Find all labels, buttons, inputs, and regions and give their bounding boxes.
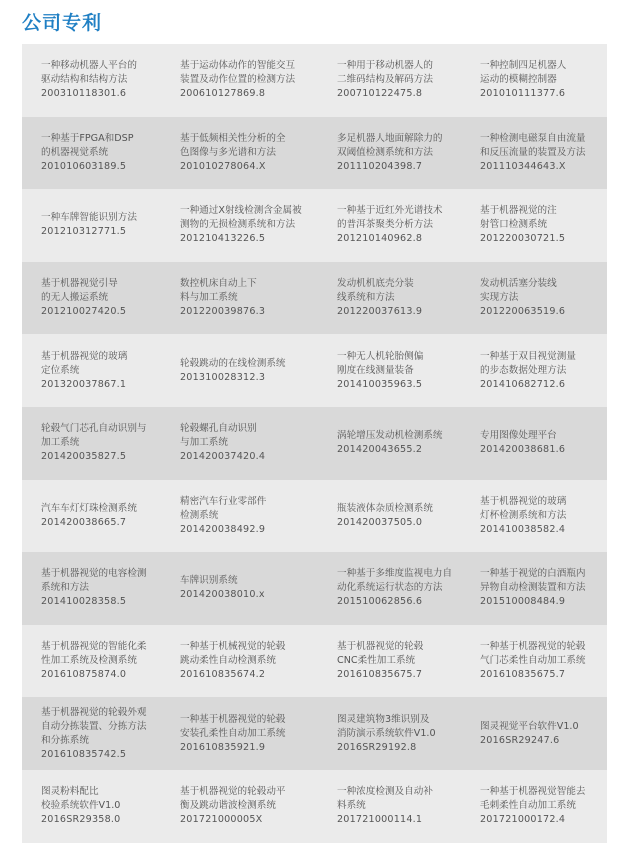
patent-name: 轮毂跳动的在线检测系统: [180, 357, 286, 369]
patent-name: 车牌识别系统: [180, 575, 238, 587]
patent-number: 201610835742.5: [41, 748, 127, 760]
patent-entry: [318, 132, 461, 174]
patent-name: 一种基于近红外光谱技术 的普洱茶聚类分析方法: [337, 205, 443, 231]
patent-entry: [22, 640, 161, 682]
patent-entry: [161, 422, 318, 464]
patent-number: 201510008484.9: [480, 596, 566, 608]
patent-name: 基于低频相关性分析的全 色图像与多光谱和方法: [180, 132, 286, 158]
patent-entry: [461, 495, 607, 537]
patent-entry: [318, 567, 461, 609]
patent-name: 一种基于机器视觉智能去 毛刺柔性自动加工系统: [480, 786, 586, 812]
patent-row: [22, 480, 607, 553]
patent-name: 一种基于视觉的白酒瓶内 异物自动检测装置和方法: [480, 568, 586, 594]
patent-grid: [22, 44, 607, 843]
patent-number: 200710122475.8: [337, 88, 423, 100]
patent-entry: [461, 429, 607, 457]
patent-name: 基于机器视觉的轮毂外观 自动分拣装置、分拣方法 和分拣系统: [41, 706, 147, 746]
patent-number: 201721000005X: [180, 814, 263, 826]
patent-number: 201320037867.1: [41, 378, 127, 390]
patent-entry: [461, 567, 607, 609]
patent-name: 精密汽车行业零部件 检测系统: [180, 495, 267, 521]
patent-number: 2016SR29358.0: [41, 814, 121, 826]
patent-name: 数控机床自动上下 料与加工系统: [180, 278, 257, 304]
patent-name: 多足机器人地面解除力的 双阈值检测系统和方法: [337, 132, 443, 158]
patent-entry: [461, 640, 607, 682]
patent-name: 瓶装液体杂质检测系统: [337, 502, 433, 514]
patent-number: 201420038010.x: [180, 589, 265, 601]
patent-row: [22, 625, 607, 698]
patent-number: 201210140962.8: [337, 233, 423, 245]
patent-name: 一种通过X射线检测含金属被 测物的无损检测系统和方法: [180, 205, 302, 231]
patent-number: 2016SR29247.6: [480, 734, 560, 746]
patent-name: 基于运动体动作的智能交互 装置及动作位置的检测方法: [180, 60, 296, 86]
patent-entry: [22, 785, 161, 827]
patent-name: 基于机器视觉的玻璃 定位系统: [41, 350, 128, 376]
patent-number: 201210312771.5: [41, 226, 127, 238]
patent-number: 201010111377.6: [480, 88, 566, 100]
patent-entry: [161, 277, 318, 319]
patent-number: 201610835675.7: [480, 669, 566, 681]
patent-row: [22, 189, 607, 262]
patent-entry: [22, 350, 161, 392]
patent-name: 发动机活塞分装线 实现方法: [480, 278, 557, 304]
patent-entry: [461, 204, 607, 246]
patent-name: 基于机器视觉的轮毂动平 衡及跳动谐波检测系统: [180, 786, 286, 812]
patent-entry: [318, 350, 461, 392]
page-title: 公司专利: [22, 12, 103, 34]
patent-name: 基于机器视觉的玻璃 灯杯检测系统和方法: [480, 495, 567, 521]
patent-entry: [461, 132, 607, 174]
patent-name: 图灵粉料配比 校验系统软件V1.0: [41, 786, 121, 812]
patent-name: 轮毂气门芯孔自动识别与 加工系统: [41, 423, 147, 449]
patent-name: 基于机器视觉的电容检测 系统和方法: [41, 568, 147, 594]
patent-number: 201210027420.5: [41, 306, 127, 318]
patent-entry: [161, 713, 318, 755]
patent-entry: [461, 720, 607, 748]
patent-number: 2016SR29192.8: [337, 741, 417, 753]
patent-number: 201721000172.4: [480, 814, 566, 826]
patent-number: 201110344643.X: [480, 160, 566, 172]
patent-number: 201010278064.X: [180, 160, 266, 172]
patent-entry: [161, 357, 318, 385]
patent-entry: [318, 59, 461, 101]
patent-name: 一种基于双目视觉测量 的步态数据处理方法: [480, 350, 576, 376]
patent-name: 一种浓度检测及自动补 料系统: [337, 786, 433, 812]
patent-name: 一种车牌智能识别方法: [41, 212, 137, 224]
patent-number: 201410028358.5: [41, 596, 127, 608]
patent-name: 基于机器视觉的注 射管口检测系统: [480, 205, 557, 231]
patent-number: 201210413226.5: [180, 233, 266, 245]
patent-name: 一种无人机轮胎侧偏 刚度在线测量装备: [337, 350, 424, 376]
patent-number: 201420035827.5: [41, 451, 127, 463]
patent-number: 201220063519.6: [480, 306, 566, 318]
patent-number: 201610835674.2: [180, 669, 266, 681]
patent-entry: [22, 502, 161, 530]
patent-row: [22, 770, 607, 843]
patent-number: 201721000114.1: [337, 814, 423, 826]
patent-name: 一种控制四足机器人 运动的模糊控制器: [480, 60, 567, 86]
patent-entry: [22, 59, 161, 101]
patent-name: 发动机机底壳分装 线系统和方法: [337, 278, 414, 304]
patent-name: 轮毂螺孔自动识别 与加工系统: [180, 423, 257, 449]
patent-name: 基于机器视觉引导 的无人搬运系统: [41, 278, 118, 304]
patent-row: [22, 44, 607, 117]
patent-number: 201420038681.6: [480, 444, 566, 456]
patent-number: 201410035963.5: [337, 378, 423, 390]
patent-entry: [22, 567, 161, 609]
patent-number: 201410682712.6: [480, 378, 566, 390]
patent-entry: [318, 502, 461, 530]
patent-entry: [461, 277, 607, 319]
patent-entry: [461, 785, 607, 827]
patent-number: 200610127869.8: [180, 88, 266, 100]
patent-row: [22, 697, 607, 770]
patent-number: 201610835921.9: [180, 741, 266, 753]
patent-entry: [22, 706, 161, 762]
patent-number: 201410038582.4: [480, 523, 566, 535]
patent-name: 一种检测电磁泵自由流量 和反压流量的装置及方法: [480, 132, 586, 158]
patent-number: 201610875874.0: [41, 669, 127, 681]
patent-number: 201010603189.5: [41, 160, 127, 172]
patent-entry: [318, 713, 461, 755]
patent-row: [22, 552, 607, 625]
patent-name: 一种用于移动机器人的 二维码结构及解码方法: [337, 60, 433, 86]
patent-entry: [161, 785, 318, 827]
patent-entry: [318, 429, 461, 457]
patent-number: 201420038492.9: [180, 523, 266, 535]
patent-entry: [161, 640, 318, 682]
patent-number: 201220037613.9: [337, 306, 423, 318]
patent-entry: [318, 277, 461, 319]
patent-name: 涡轮增压发动机检测系统: [337, 430, 443, 442]
patent-entry: [318, 204, 461, 246]
patent-number: 201220030721.5: [480, 233, 566, 245]
patent-entry: [161, 59, 318, 101]
patent-number: 201420037420.4: [180, 451, 266, 463]
patent-name: 汽车车灯灯珠检测系统: [41, 502, 137, 514]
patent-name: 图灵视觉平台软件V1.0: [480, 720, 579, 732]
patent-number: 200310118301.6: [41, 88, 127, 100]
patent-number: 201420037505.0: [337, 516, 423, 528]
patent-name: 一种基于机器视觉的轮毂 气门芯柔性自动加工系统: [480, 641, 586, 667]
patent-entry: [161, 204, 318, 246]
patent-entry: [22, 277, 161, 319]
patent-name: 专用图像处理平台: [480, 430, 557, 442]
patent-name: 基于机器视觉的轮毂 CNC柔性加工系统: [337, 641, 424, 667]
patent-entry: [318, 785, 461, 827]
patent-row: [22, 262, 607, 335]
patent-number: 201110204398.7: [337, 160, 423, 172]
patent-entry: [161, 132, 318, 174]
patent-entry: [461, 59, 607, 101]
patent-entry: [22, 211, 161, 239]
patent-entry: [22, 132, 161, 174]
patent-number: 201510062856.6: [337, 596, 423, 608]
patent-entry: [461, 350, 607, 392]
patent-entry: [161, 574, 318, 602]
patent-name: 图灵建筑物3维识别及 消防演示系统软件V1.0: [337, 713, 436, 739]
patent-name: 一种基于多维度监视电力自 动化系统运行状态的方法: [337, 568, 453, 594]
patent-entry: [22, 422, 161, 464]
patent-name: 一种基于FPGA和DSP 的机器视觉系统: [41, 132, 134, 158]
patent-entry: [318, 640, 461, 682]
patent-name: 一种基于机械视觉的轮毂 跳动柔性自动检测系统: [180, 641, 286, 667]
patent-number: 201220039876.3: [180, 306, 266, 318]
patent-row: [22, 334, 607, 407]
patent-name: 基于机器视觉的智能化柔 性加工系统及检测系统: [41, 641, 147, 667]
patent-number: 201310028312.3: [180, 371, 266, 383]
patent-name: 一种移动机器人平台的 驱动结构和结构方法: [41, 60, 137, 86]
patent-entry: [161, 495, 318, 537]
patent-number: 201420043655.2: [337, 444, 423, 456]
patent-row: [22, 117, 607, 190]
patent-name: 一种基于机器视觉的轮毂 安装孔柔性自动加工系统: [180, 713, 286, 739]
patent-row: [22, 407, 607, 480]
patent-number: 201420038665.7: [41, 516, 127, 528]
patent-number: 201610835675.7: [337, 669, 423, 681]
